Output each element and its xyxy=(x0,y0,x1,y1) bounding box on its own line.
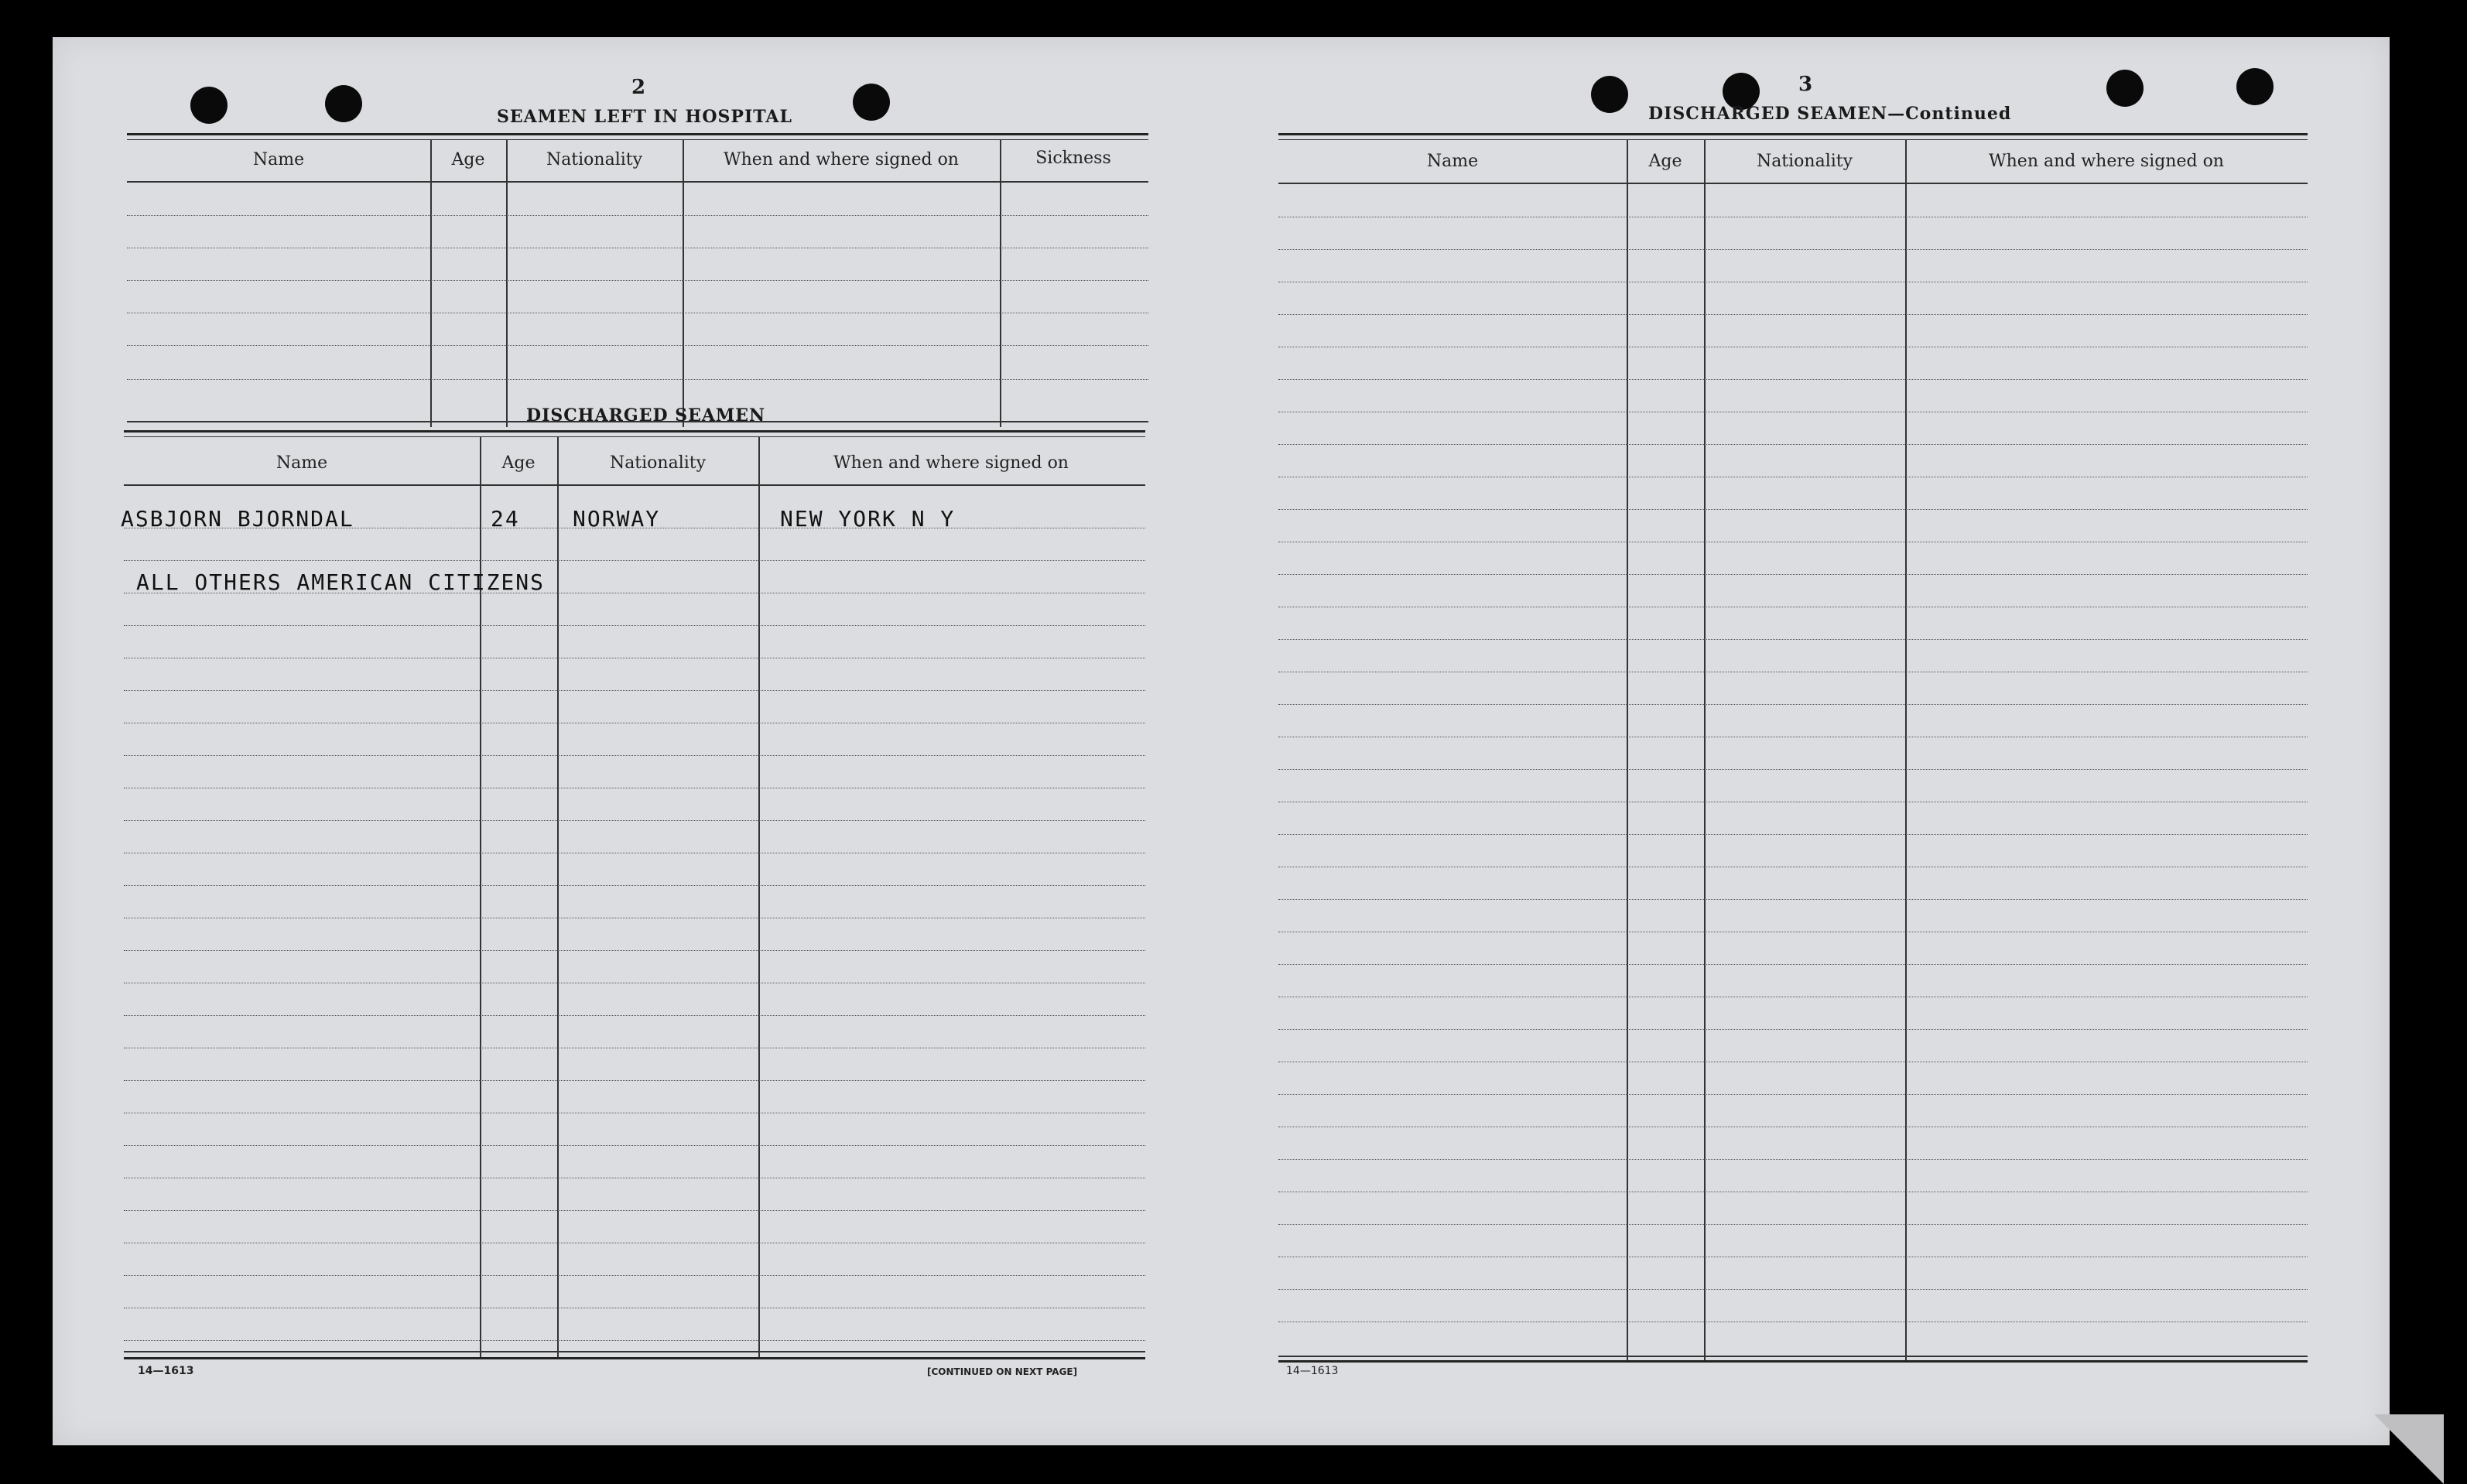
ruled-line xyxy=(124,1080,1145,1081)
col-header-signed-on: When and where signed on xyxy=(833,453,1069,473)
col-header-age: Age xyxy=(501,453,535,473)
punch-hole xyxy=(1591,76,1628,113)
left-form-number: 14—1613 xyxy=(138,1365,194,1377)
col-header-nationality: Nationality xyxy=(546,150,643,169)
ruled-line xyxy=(1278,964,2308,965)
left-page-number: 2 xyxy=(631,76,646,99)
folded-corner xyxy=(2374,1414,2444,1484)
ruled-line xyxy=(1278,704,2308,705)
hospital-section-title: SEAMEN LEFT IN HOSPITAL xyxy=(497,107,792,127)
punch-hole xyxy=(853,84,890,121)
row-name: ASBJORN BJORNDAL xyxy=(121,506,354,532)
row-nationality: NORWAY xyxy=(573,506,661,532)
col-header-name: Name xyxy=(252,150,305,169)
ruled-line xyxy=(1278,1094,2308,1095)
col-header-name: Name xyxy=(1426,152,1479,171)
ruled-line xyxy=(124,820,1145,821)
discharged-section-title: DISCHARGED SEAMEN xyxy=(526,405,766,426)
row-age: 24 xyxy=(491,506,520,532)
continued-note: [CONTINUED ON NEXT PAGE] xyxy=(927,1366,1078,1377)
col-header-nationality: Nationality xyxy=(1756,152,1853,171)
ruled-line xyxy=(124,950,1145,951)
ruled-line xyxy=(124,1340,1145,1341)
ruled-line xyxy=(124,755,1145,756)
ruled-line xyxy=(124,1210,1145,1211)
punch-hole xyxy=(325,85,362,122)
ruled-line xyxy=(1278,1289,2308,1290)
ruled-line xyxy=(1278,899,2308,900)
ruled-line xyxy=(124,625,1145,626)
ruled-line xyxy=(1278,769,2308,770)
ruled-line xyxy=(124,885,1145,886)
col-header-signed-on: When and where signed on xyxy=(724,150,959,169)
ruled-line xyxy=(124,1015,1145,1016)
ruled-line xyxy=(1278,444,2308,445)
ruled-line xyxy=(1278,639,2308,640)
ruled-line xyxy=(1278,574,2308,575)
row-signed-on: NEW YORK N Y xyxy=(780,506,956,532)
ruled-line xyxy=(1278,1159,2308,1160)
ruled-line xyxy=(124,1145,1145,1146)
ruled-line xyxy=(1278,379,2308,380)
ruled-line xyxy=(1278,314,2308,315)
right-page-number: 3 xyxy=(1798,73,1813,96)
row-note: ALL OTHERS AMERICAN CITIZENS xyxy=(136,569,546,595)
punch-hole xyxy=(2106,70,2144,107)
col-header-age: Age xyxy=(451,150,485,169)
ruled-line xyxy=(124,690,1145,691)
ruled-line xyxy=(124,1275,1145,1276)
ruled-line xyxy=(1278,1224,2308,1225)
discharged-table xyxy=(121,430,1145,1359)
punch-hole xyxy=(190,87,228,124)
right-form-number: 14—1613 xyxy=(1286,1365,1339,1377)
col-header-signed-on: When and where signed on xyxy=(1989,152,2224,171)
col-header-name: Name xyxy=(275,453,328,473)
col-header-age: Age xyxy=(1648,152,1682,171)
col-header-sickness: Sickness xyxy=(1035,149,1111,168)
col-header-nationality: Nationality xyxy=(609,453,707,473)
right-section-title: DISCHARGED SEAMEN—Continued xyxy=(1648,104,2012,124)
form-sheet xyxy=(53,37,2390,1445)
discharged-continued-table xyxy=(1278,133,2308,1363)
ruled-line xyxy=(1278,249,2308,250)
ruled-line xyxy=(1278,834,2308,835)
ruled-line xyxy=(1278,509,2308,510)
ruled-line xyxy=(1278,1029,2308,1030)
ruled-line xyxy=(124,560,1145,561)
punch-hole xyxy=(2236,68,2274,105)
hospital-table xyxy=(127,133,1148,427)
